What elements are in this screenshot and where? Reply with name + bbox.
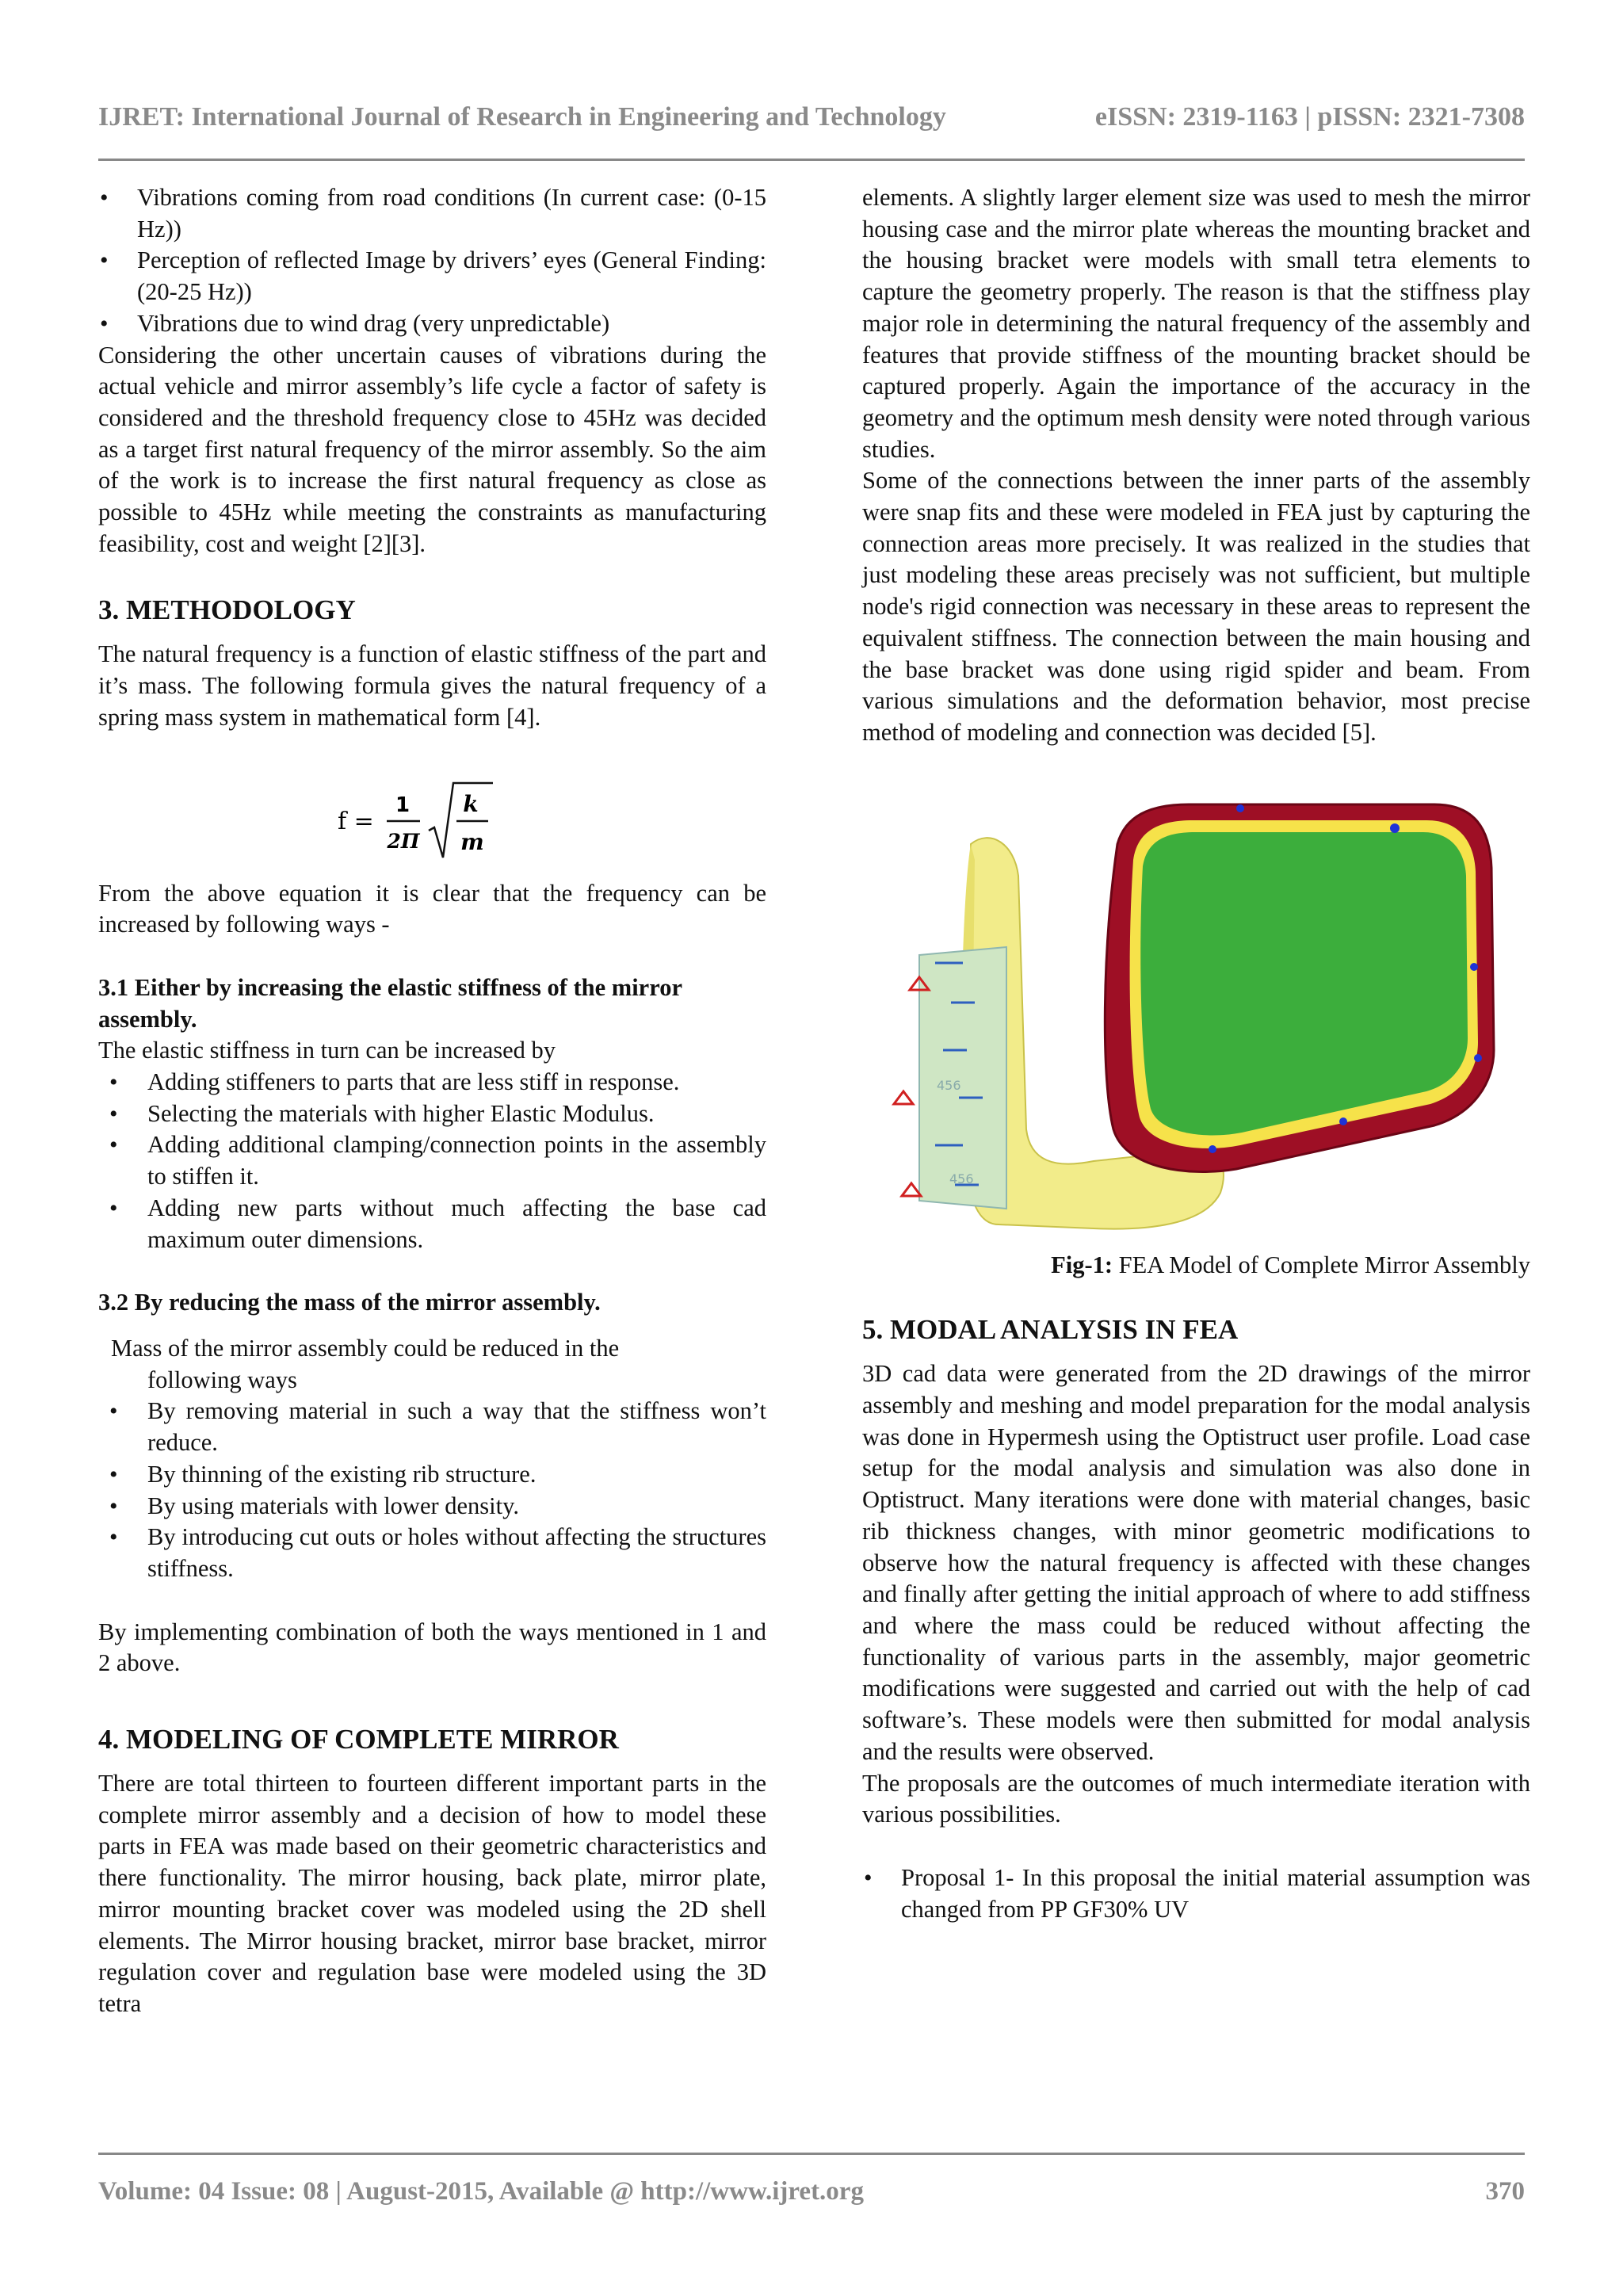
list-item: • Proposal 1- In this proposal the initial material assumption was changed from PP GF30% UV [862,1862,1530,1925]
issn: eISSN: 2319-1163 | pISSN: 2321-7308 [1094,102,1525,132]
list-item: • By removing material in such a way that the stiffness won’t reduce. [98,1396,766,1458]
natural-frequency-formula [98,774,766,869]
formula-numerator: 1 [395,793,410,817]
list-item: • Selecting the materials with higher Elastic Modulus. [98,1098,766,1130]
list-item: • By introducing cut outs or holes without affecting the structures stiffness. [98,1522,766,1584]
node-label-upper: 456 [936,1077,961,1093]
list-item: • Adding additional clamping/connection points in the assembly to stiffen it. [98,1129,766,1192]
running-footer [98,2172,1525,2211]
figure-caption-text: FEA Model of Complete Mirror Assembly [1118,1251,1530,1278]
modeling-paragraph-1: elements. A slightly larger element size was used to mesh the mirror housing case and the mirror plate whereas the mounting bracket and the housing bracket were models with small tetra elements to capture the geometry properly. The reason is that the stiffness play major role in determining the natural frequency of the assembly and features that provide stiffness of the mounting bracket should be captured properly. Again the importance of the accuracy in the geometry and the optimum mesh density were noted through various studies. [862,184,1530,463]
mass-lead-line-2: following ways [147,1366,297,1393]
subsection-3-1-lead: The elastic stiffness in turn can be increased by [98,1037,556,1064]
fea-mirror-model-figure [888,797,1506,1240]
right-column [862,182,1530,1925]
list-item: • Vibrations due to wind drag (very unpredictable) [98,308,766,340]
mass-lead-line-1: Mass of the mirror assembly could be reduced in the [111,1334,620,1362]
formula-m: m [460,828,484,855]
intro-paragraph: Considering the other uncertain causes of vibrations during the actual vehicle and mirror assembly’s life cycle a factor of safety is considered and the threshold frequency close to 45Hz was decided as a target first natural frequency of the mirror assembly. So the aim of the work is to increase the first natural frequency as close as possible to 45Hz while meeting the constraints as manufacturing feasibility, cost and weight [2][3]. [98,341,766,557]
footer-rule [98,2153,1525,2155]
volume-info: Volume: 04 Issue: 08 | August-2015, Available @ http://www.ijret.org [98,2176,864,2206]
section-3-heading: 3. METHODOLOGY [98,594,356,626]
formula-lhs: f = [337,807,374,835]
formula-k: k [462,790,479,817]
running-header [98,94,1525,141]
list-item: • Perception of reflected Image by drivers’ eyes (General Finding: (20-25 Hz)) [98,245,766,308]
list-item: • Adding stiffeners to parts that are less stiff in response. [98,1067,766,1098]
section-4-heading: 4. MODELING OF COMPLETE MIRROR [98,1724,619,1755]
section-5-paragraph-2: The proposals are the outcomes of much intermediate iteration with various possibilities. [862,1769,1530,1828]
section-4-paragraph: There are total thirteen to fourteen different important parts in the complete mirror assembly and a decision of how to model these parts in FEA was made based on their geometric characteristics and there functionality. The mirror housing, back plate, mirror plate, mirror mounting bracket cover was modeled using the 2D shell elements. The Mirror housing bracket, mirror base bracket, mirror regulation cover and regulation base were modeled using the 3D tetra [98,1770,766,2017]
modeling-paragraph-2: Some of the connections between the inner parts of the assembly were snap fits and these were modeled in FEA just by capturing the connection areas more precisely. It was realized in the studies that just modeling these areas precisely was not sufficient, but multiple node's rigid connection was necessary in these areas to represent the equivalent stiffness. The connection between the main housing and the base bracket was done using rigid spider and beam. From various simulations and the deformation behavior, most precise method of modeling and connection was decided [5]. [862,467,1530,746]
proposal-bullet-list [862,1862,1530,1925]
section-3-paragraph: The natural frequency is a function of elastic stiffness of the part and it’s mass. The following formula gives the natural frequency of a spring mass system in mathematical form [4]. [98,640,766,731]
section-3-paragraph-2: From the above equation it is clear that the frequency can be increased by following ways - [98,879,766,938]
list-item: • By using materials with lower density. [98,1491,766,1522]
stiffness-bullet-list [98,1067,766,1255]
figure-caption-label: Fig-1: [1051,1251,1113,1278]
node-label-lower: 456 [949,1171,974,1186]
mass-bullet-list [98,1396,766,1584]
combination-paragraph: By implementing combination of both the ways mentioned in 1 and 2 above. [98,1618,766,1677]
section-5-heading: 5. MODAL ANALYSIS IN FEA [862,1314,1239,1346]
list-item: • By thinning of the existing rib structure. [98,1459,766,1491]
journal-title: IJRET: International Journal of Research in Engineering and Technology [98,102,946,132]
formula-graphic [338,774,528,869]
header-rule [98,159,1525,161]
formula-denominator: 2Π [386,829,420,853]
page-number: 370 [1485,2176,1525,2206]
list-item: • Adding new parts without much affecting the base cad maximum outer dimensions. [98,1193,766,1255]
left-column [98,182,766,2020]
intro-bullet-list [98,182,766,340]
list-item: • Vibrations coming from road conditions (In current case: (0-15 Hz)) [98,182,766,245]
subsection-3-1-heading: 3.1 Either by increasing the elastic stiffness of the mirror assembly. [98,973,682,1033]
subsection-3-2-heading: 3.2 By reducing the mass of the mirror assembly. [98,1289,601,1316]
figure-caption [862,1250,1530,1282]
mass-lead [98,1333,766,1396]
section-5-paragraph-1: 3D cad data were generated from the 2D drawings of the mirror assembly and meshing and model preparation for the modal analysis was done in Hypermesh using the Optistruct user profile. Load case setup for the modal analysis and simulation was also done in Optistruct. Many iterations were done with material changes, basic rib thickness changes, with minor geometric modifications to observe how the natural frequency is affected with these changes and finally after getting the initial approach of where to add stiffness and where the mass could be reduced without affecting the functionality of various parts in the assembly, major geometric modifications were suggested and carried out with the help of cad software’s. These models were then submitted for modal analysis and the results were observed. [862,1360,1530,1765]
